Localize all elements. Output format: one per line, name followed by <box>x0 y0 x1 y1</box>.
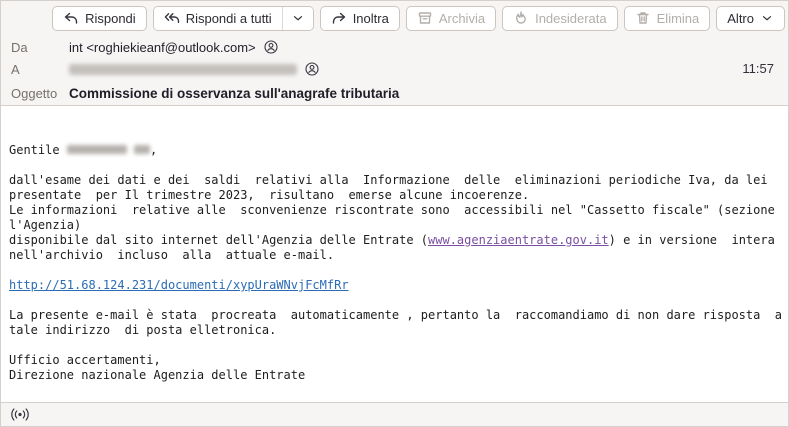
subject-value: Commissione di osservanza sull'anagrafe tributaria <box>69 85 400 101</box>
junk-button[interactable] <box>502 6 618 31</box>
reply-icon <box>63 10 79 26</box>
forward-icon <box>331 10 347 26</box>
reply-all-icon <box>164 10 180 26</box>
body-line <box>9 308 783 323</box>
body-line <box>9 323 780 338</box>
body-text: Direzione nazionale Agenzia delle Entrate <box>9 368 306 382</box>
contact-icon[interactable] <box>264 40 278 54</box>
body-line <box>9 233 780 248</box>
body-line <box>9 173 780 188</box>
email-body <box>1 107 788 404</box>
delete-button[interactable] <box>624 6 711 31</box>
forward-label: Inoltra <box>352 10 389 26</box>
from-row <box>11 37 778 57</box>
archive-icon <box>417 10 433 26</box>
delete-label: Elimina <box>656 10 700 26</box>
body-line <box>9 218 780 233</box>
junk-flame-icon <box>513 10 529 26</box>
body-line <box>9 338 780 353</box>
more-label: Altro <box>727 10 754 26</box>
forward-button[interactable] <box>320 6 400 31</box>
body-line <box>9 143 780 158</box>
body-line <box>9 248 780 263</box>
reply-button[interactable] <box>52 6 147 31</box>
body-text: Le informazioni relative alle sconvenienze riscontrate sono accessibili nel "Cassetto fiscale" (sezione <box>9 203 775 217</box>
body-line <box>9 203 780 218</box>
reply-all-button[interactable] <box>154 7 282 30</box>
more-button[interactable] <box>716 6 785 31</box>
reply-all-dropdown-button[interactable] <box>282 7 313 30</box>
body-line <box>9 158 780 173</box>
to-address-redacted <box>69 64 297 75</box>
to-label: A <box>11 61 20 77</box>
body-text: l'Agenzia) <box>9 218 82 232</box>
body-text: Gentile <box>9 143 67 157</box>
body-line <box>9 353 780 368</box>
subject-label: Oggetto <box>11 85 58 101</box>
subject-row <box>11 83 778 103</box>
body-text: , <box>150 143 158 157</box>
message-header-panel <box>1 1 788 106</box>
remote-content-broadcast-icon <box>9 407 31 422</box>
redacted-text <box>67 145 127 154</box>
reply-all-split-button <box>153 6 314 31</box>
body-link[interactable]: http://51.68.124.231/documenti/xypUraWNvjFcMfRr <box>9 278 349 292</box>
body-line <box>9 188 780 203</box>
junk-label: Indesiderata <box>535 10 607 26</box>
status-bar <box>1 402 788 426</box>
reply-all-label: Rispondi a tutti <box>185 10 272 26</box>
body-text: La presente e-mail è stata procreata automaticamente , pertanto la raccomandiamo di non dare risposta a <box>9 308 783 322</box>
archive-button[interactable] <box>406 6 496 31</box>
archive-label: Archivia <box>438 10 486 26</box>
chevron-down-icon <box>291 11 305 25</box>
body-text: disponibile dal sito internet dell'Agenzia delle Entrate ( <box>9 233 429 247</box>
body-line <box>9 278 780 293</box>
body-line <box>9 293 780 308</box>
reply-label: Rispondi <box>85 10 136 26</box>
body-text: nell'archivio incluso alla attuale e-mail. <box>9 248 335 262</box>
message-toolbar <box>52 4 785 32</box>
body-text: presentate per Il trimestre 2023, risultano emerse alcune incoerenze. <box>9 188 530 202</box>
trash-icon <box>635 10 651 26</box>
chevron-down-icon <box>760 11 774 25</box>
body-text: ) e in versione intera <box>608 233 775 247</box>
redacted-text <box>134 145 150 154</box>
contact-icon[interactable] <box>305 62 319 76</box>
body-link[interactable]: www.agenziaentrate.gov.it <box>428 233 609 247</box>
body-text: tale indirizzo di posta elletronica. <box>9 323 277 337</box>
body-text: Ufficio accertamenti, <box>9 353 161 367</box>
body-line <box>9 368 780 383</box>
body-line <box>9 263 780 278</box>
message-time: 11:57 <box>742 61 774 76</box>
body-text: dall'esame dei dati e dei saldi relativi alla Informazione delle eliminazioni periodiche Iva, da lei <box>9 173 768 187</box>
to-row <box>11 59 778 79</box>
from-address: int <roghiekieanf@outlook.com> <box>69 39 256 55</box>
from-label: Da <box>11 39 28 55</box>
body-text <box>127 143 134 157</box>
